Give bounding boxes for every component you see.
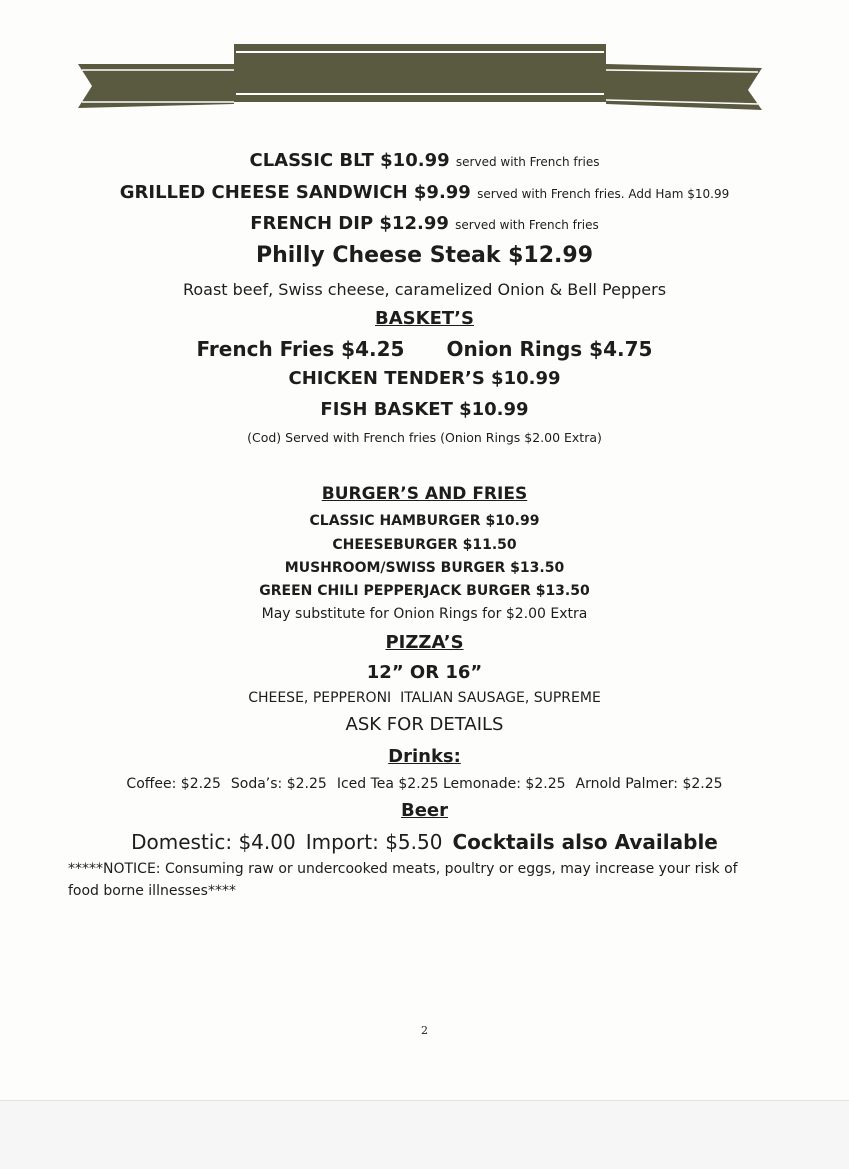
menu-item-blt	[0, 150, 849, 171]
section-heading-drinks: Drinks:	[388, 746, 461, 767]
pizza-types: CHEESE, PEPPERONI ITALIAN SAUSAGE, SUPREME	[248, 690, 601, 706]
menu-item-chicken-tenders: CHICKEN TENDER’S $10.99	[288, 368, 561, 389]
ribbon-banner	[78, 42, 762, 114]
drink-coffee: Coffee: $2.25	[126, 776, 221, 792]
scan-margin	[0, 1100, 849, 1169]
drinks-list	[0, 776, 849, 792]
menu-item-philly: Philly Cheese Steak $12.99	[255, 243, 594, 268]
philly-description: Roast beef, Swiss cheese, caramelized Onion & Bell Peppers	[182, 280, 667, 299]
item-note: served with French fries	[455, 155, 600, 169]
drink-arnold-palmer: Arnold Palmer: $2.25	[575, 776, 723, 792]
drink-soda: Soda’s: $2.25	[230, 776, 327, 792]
drink-tea: Iced Tea $2.25	[336, 776, 439, 792]
section-heading-burgers: BURGER’S AND FRIES	[321, 484, 528, 504]
pizza-details: ASK FOR DETAILS	[345, 714, 504, 735]
item-name: CLASSIC BLT $10.99	[249, 150, 450, 171]
beer-import: Import: $5.50	[305, 830, 443, 854]
section-heading-baskets: BASKET’S	[375, 308, 474, 329]
burger-note: May substitute for Onion Rings for $2.00 Extra	[261, 606, 588, 622]
section-heading-beer: Beer	[400, 800, 448, 821]
beer-domestic: Domestic: $4.00	[131, 830, 296, 854]
menu-item-french-dip	[0, 213, 849, 234]
item-note: served with French fries. Add Ham $10.99	[477, 187, 730, 201]
food-safety-notice: *****NOTICE: Consuming raw or undercooked meats, poultry or eggs, may increase your risk of food borne illnesses****	[68, 861, 738, 899]
section-heading-pizza: PIZZA’S	[385, 632, 464, 653]
drink-lemonade: Lemonade: $2.25	[442, 776, 566, 792]
item-note: served with French fries	[455, 218, 599, 232]
item-fries: French Fries $4.25	[196, 337, 405, 361]
fish-basket-note: (Cod) Served with French fries (Onion Rings $2.00 Extra)	[247, 430, 602, 445]
burger-item: GREEN CHILI PEPPERJACK BURGER $13.50	[259, 583, 590, 599]
item-name: GRILLED CHEESE SANDWICH $9.99	[119, 182, 471, 203]
cocktails-note: Cocktails also Available	[452, 830, 718, 854]
menu-item-fish-basket: FISH BASKET $10.99	[320, 399, 529, 420]
menu-item-grilled-cheese	[0, 182, 849, 203]
burger-item: MUSHROOM/SWISS BURGER $13.50	[284, 560, 565, 576]
pizza-sizes: 12” OR 16”	[366, 662, 483, 683]
item-onion-rings: Onion Rings $4.75	[446, 337, 653, 361]
burger-item: CLASSIC HAMBURGER $10.99	[309, 513, 540, 529]
page-number: 2	[421, 1024, 428, 1037]
item-name: FRENCH DIP $12.99	[250, 213, 449, 234]
burger-item: CHEESEBURGER $11.50	[332, 537, 517, 553]
beer-list	[0, 830, 849, 854]
menu-item-fries-onion-rings	[0, 337, 849, 361]
